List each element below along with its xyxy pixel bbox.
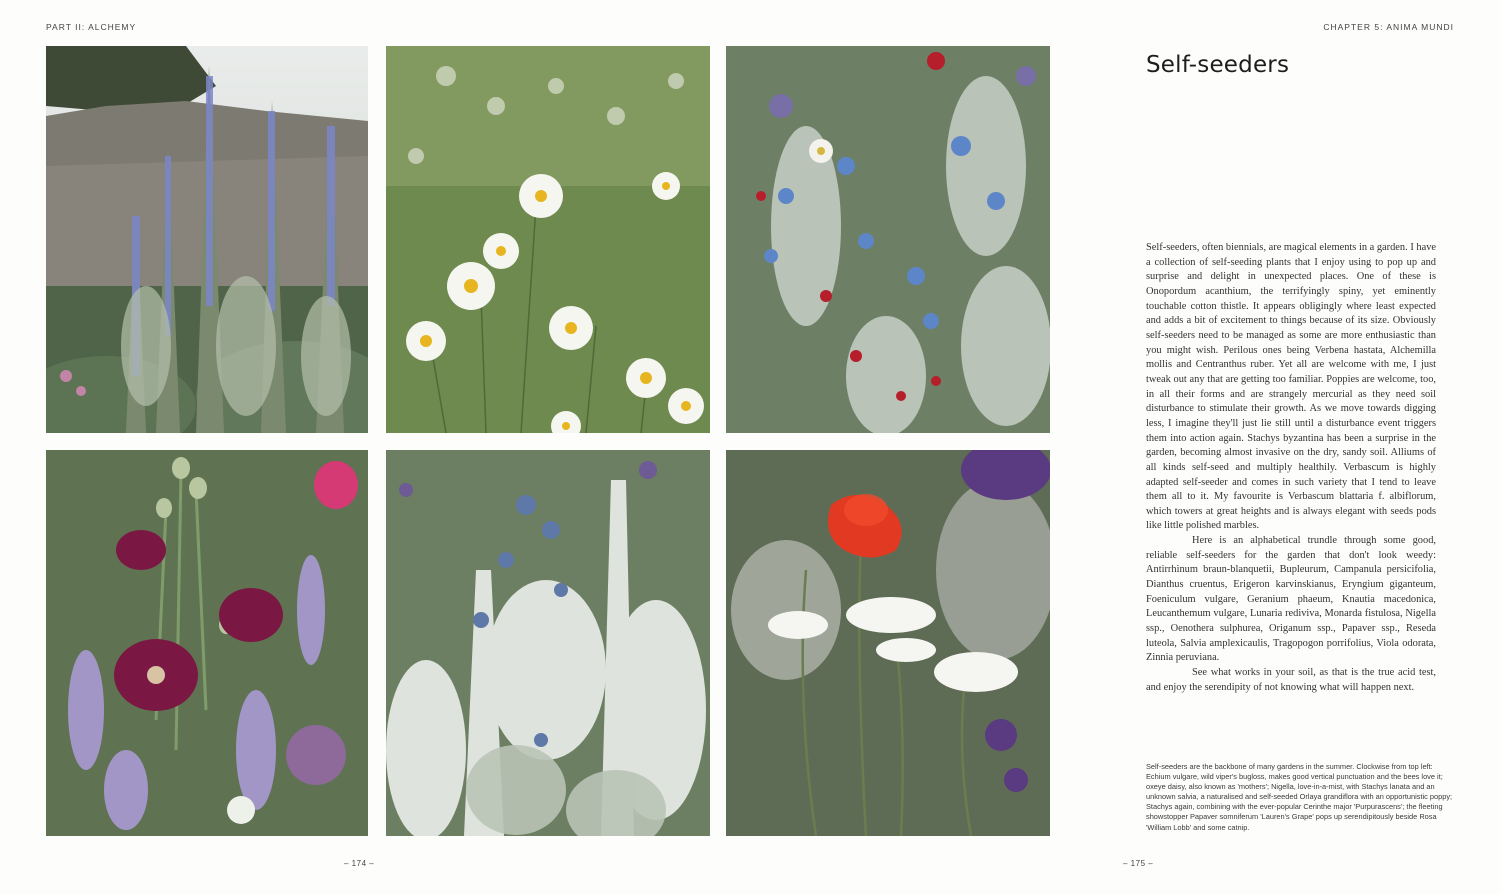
- body-paragraph-2: Here is an alphabetical trundle through some good, reliable self-seeders for the garden that don't look weedy: Antirrhinum braun-blanquetii, Bupleurum, Campanula persicifolia, Dianthus cruentus, Erigeron karvinskianus, Eryngium giganteum, Foeniculum vulgare, Geranium phaeum, Knautia macedonica, Leucanthemum vulgare, Lunaria rediviva, Monarda fistulosa, Nigella ssp., Oenothera sulphurea, Origanum ssp., Papaver ssp., Reseda luteola, Salvia amplexicaulis, Tragopogon porrifolius, Viola odorata, Zinnia peruviana.: [1146, 535, 1436, 664]
- stachys-cerinthe-photo: [386, 450, 710, 836]
- oxeye-daisy-photo: [386, 46, 710, 433]
- body-text: [1146, 241, 1436, 695]
- page-number-left: – 174 –: [344, 859, 375, 868]
- echium-vulgare-photo: [46, 46, 368, 433]
- body-paragraph-3: See what works in your soil, as that is the true acid test, and enjoy the serendipity of not knowing what will happen next.: [1146, 667, 1436, 693]
- running-head-left: PART II: ALCHEMY: [46, 22, 137, 32]
- body-paragraph-1: Self-seeders, often biennials, are magical elements in a garden. I have a collection of self-seeding plants that I enjoy using to pop up and surprise and delight in unexpected places. One of these is Onopordum acanthium, the terrifyingly spiny, yet eminently touchable cotton thistle. It appears obligingly where least expected and adds a bit of excitement to things because of its size. Obviously self-seeders need to be managed as some are more enthusiastic than you might wish. Perilous ones being Verbena hastata, Alchemilla mollis and Centranthus ruber. Yet all are welcome with me, I just tweak out any that are getting too familiar. Poppies are welcome, too, in all their forms and are strangely mercurial as they need soil disturbance to stimulate their growth. As we move towards digging less, I imagine they'll just lie still until a disturbance event triggers them into action again. Stachys byzantina has been a surprise in the garden, becoming almost invasive on the dry, sandy soil. Alliums of all kinds self-seed and multiply healthily. Verbascum is highly adapted self-seeder and comes in such variety that I tend to leave them all to it. My favourite is Verbascum blattaria f. albiflorum, which towers at great heights and is always elegant with seeds pods like little polished marbles.: [1146, 242, 1436, 532]
- photo-caption: Self-seeders are the backbone of many gardens in the summer. Clockwise from top left: Echium vulgare, wild viper's bugloss, makes good vertical punctuation and the bees love it; oxeye daisy, also known as 'mothers'; Nigella, love-in-a-mist, with Stachys lanata and an unknown salvia, a naturalised and self-seeded Orlaya grandiflora with an opportunistic poppy; Stachys again, combining with the ever-popular Cerinthe major 'Purpurascens'; the fleeting showstopper Papaver somniferum 'Lauren's Grape' pops up serendipitously beside Rosa 'William Lobb' and some catnip.: [1146, 762, 1453, 832]
- page-number-right: – 175 –: [1123, 859, 1154, 868]
- running-head-right: CHAPTER 5: ANIMA MUNDI: [1323, 22, 1454, 32]
- orlaya-poppy-photo: [46, 450, 368, 836]
- nigella-stachys-photo: [726, 46, 1050, 433]
- papaver-rosa-photo: [726, 450, 1050, 836]
- page-title: Self-seeders: [1146, 52, 1290, 78]
